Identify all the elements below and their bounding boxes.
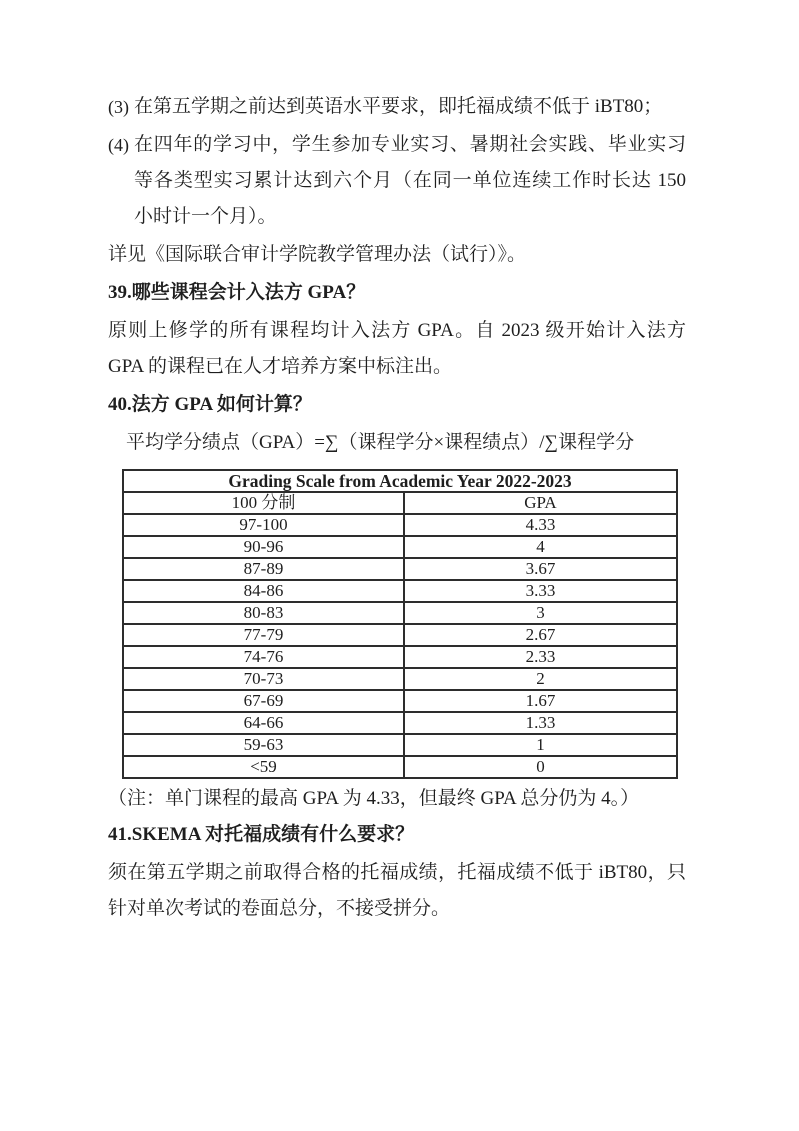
table-head	[123, 470, 677, 514]
text-line: 须在第五学期之前取得合格的托福成绩，托福成绩不低于 iBT80，只	[108, 862, 686, 883]
table-cell: 64-66	[123, 712, 404, 734]
table-cell: 4	[404, 536, 677, 558]
table-cell: 84-86	[123, 580, 404, 602]
text-line: 在四年的学习中，学生参加专业实习、暑期社会实践、毕业实习	[134, 134, 686, 155]
table-row	[123, 668, 677, 690]
table-title: Grading Scale from Academic Year 2022-2023	[123, 470, 677, 492]
list-marker-4: (4)	[108, 135, 129, 155]
table-header-row	[123, 492, 677, 514]
table-cell: 87-89	[123, 558, 404, 580]
table-cell: 70-73	[123, 668, 404, 690]
question-41-answer	[108, 855, 686, 927]
list-item-3	[108, 89, 686, 125]
gpa-formula: 平均学分绩点（GPA）=∑（课程学分×课程绩点）/∑课程学分	[126, 432, 635, 453]
table-row	[123, 756, 677, 778]
text-line: GPA 的课程已在人才培养方案中标注出。	[108, 356, 452, 377]
list-marker-3: (3)	[108, 97, 129, 117]
table-row	[123, 514, 677, 536]
text-line: 等各类型实习累计达到六个月（在同一单位连续工作时长达 150	[134, 170, 686, 191]
column-header-score-scale: 100 分制	[123, 492, 404, 514]
text-line: 原则上修学的所有课程均计入法方 GPA。自 2023 级开始计入法方	[108, 320, 686, 341]
table-cell: 3	[404, 602, 677, 624]
table-title-row	[123, 470, 677, 492]
see-also-reference: 详见《国际联合审计学院教学管理办法（试行）》。	[108, 244, 527, 265]
page-content	[108, 89, 686, 929]
text-line: 在第五学期之前达到英语水平要求，即托福成绩不低于 iBT80；	[134, 96, 663, 117]
question-41-heading: 41.SKEMA 对托福成绩有什么要求？	[108, 824, 415, 845]
table-cell: 2	[404, 668, 677, 690]
table-row	[123, 690, 677, 712]
table-cell: 1	[404, 734, 677, 756]
table-cell: 3.67	[404, 558, 677, 580]
table-cell: 3.33	[404, 580, 677, 602]
text-line: 小时计一个月）。	[134, 206, 277, 227]
question-39-heading: 39.哪些课程会计入法方 GPA？	[108, 282, 366, 303]
table-cell: <59	[123, 756, 404, 778]
table-note: （注：单门课程的最高 GPA 为 4.33，但最终 GPA 总分仍为 4。）	[108, 788, 640, 809]
table-row	[123, 558, 677, 580]
table-row	[123, 646, 677, 668]
list-item-3-text	[134, 89, 686, 125]
table-row	[123, 602, 677, 624]
table-cell: 1.67	[404, 690, 677, 712]
table-cell: 2.33	[404, 646, 677, 668]
table-row	[123, 536, 677, 558]
table-cell: 2.67	[404, 624, 677, 646]
table-cell: 1.33	[404, 712, 677, 734]
table-row	[123, 624, 677, 646]
question-40-heading: 40.法方 GPA 如何计算？	[108, 394, 312, 415]
question-39-answer	[108, 313, 686, 385]
table-cell: 90-96	[123, 536, 404, 558]
list-item-4-text	[134, 127, 686, 235]
text-line: 针对单次考试的卷面总分，不接受拼分。	[108, 898, 451, 919]
table-row	[123, 580, 677, 602]
table-row	[123, 734, 677, 756]
table-cell: 77-79	[123, 624, 404, 646]
table-cell: 4.33	[404, 514, 677, 536]
list-item-4	[108, 127, 686, 235]
table-cell: 0	[404, 756, 677, 778]
table-body	[123, 514, 677, 778]
table-cell: 67-69	[123, 690, 404, 712]
table-cell: 74-76	[123, 646, 404, 668]
table-row	[123, 712, 677, 734]
table-cell: 59-63	[123, 734, 404, 756]
grading-scale-table	[122, 469, 678, 779]
table-cell: 80-83	[123, 602, 404, 624]
table-cell: 97-100	[123, 514, 404, 536]
column-header-gpa: GPA	[404, 492, 677, 514]
